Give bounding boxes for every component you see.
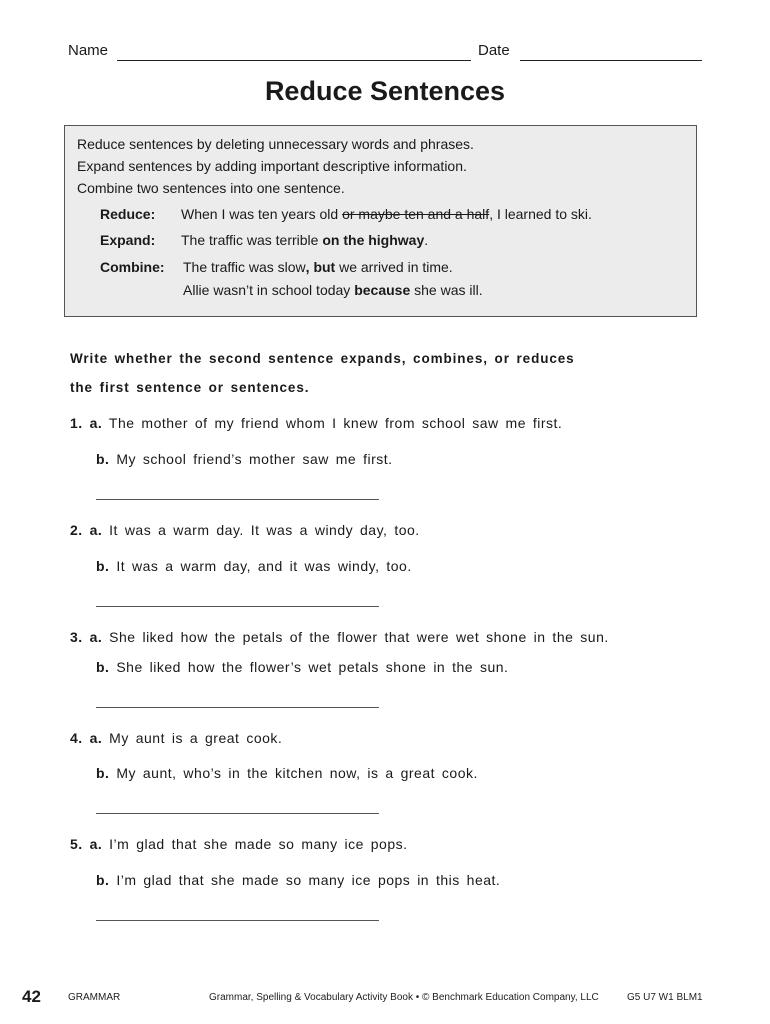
sentence-label: b. bbox=[96, 451, 110, 467]
footer-section: GRAMMAR bbox=[68, 992, 121, 1003]
sentence-label: a. bbox=[89, 836, 103, 852]
combine-example-1-text: The traffic was slow bbox=[183, 259, 306, 275]
item-number: 1. bbox=[70, 415, 83, 431]
answer-line-4[interactable] bbox=[96, 813, 379, 814]
rule-reduce: Reduce sentences by deleting unnecessary words and phrases. bbox=[77, 136, 474, 152]
sentence-label: a. bbox=[89, 629, 103, 645]
item-1-a bbox=[70, 415, 562, 431]
sentence-text: She liked how the flower’s wet petals shone in the sun. bbox=[116, 659, 509, 675]
conjunction-but: , but bbox=[305, 259, 336, 275]
reduce-example-text: When I was ten years old bbox=[181, 206, 343, 222]
item-4-b bbox=[96, 765, 478, 781]
combine-example-2-end: she was ill. bbox=[410, 282, 483, 298]
combine-example-1-end: we arrived in time. bbox=[335, 259, 453, 275]
answer-line-3[interactable] bbox=[96, 707, 379, 708]
item-3-a bbox=[70, 629, 609, 645]
instruction-box bbox=[64, 125, 697, 317]
item-4-a bbox=[70, 730, 282, 746]
sentence-text: The mother of my friend whom I knew from school saw me first. bbox=[108, 415, 563, 431]
added-phrase: on the highway bbox=[322, 232, 425, 248]
date-label: Date bbox=[478, 42, 510, 59]
item-number: 3. bbox=[70, 629, 83, 645]
sentence-text: My aunt, who’s in the kitchen now, is a great cook. bbox=[116, 765, 478, 781]
sentence-text: My aunt is a great cook. bbox=[109, 730, 283, 746]
name-date-header bbox=[68, 42, 702, 64]
expand-example-text: The traffic was terrible bbox=[181, 232, 323, 248]
combine-example-1 bbox=[183, 259, 453, 275]
page-number: 42 bbox=[22, 987, 41, 1006]
answer-line-2[interactable] bbox=[96, 606, 379, 607]
item-2-a bbox=[70, 522, 420, 538]
item-number: 2. bbox=[70, 522, 83, 538]
combine-label: Combine: bbox=[100, 259, 165, 275]
footer-code: G5 U7 W1 BLM1 bbox=[627, 992, 703, 1003]
sentence-label: b. bbox=[96, 765, 110, 781]
reduce-example-end: , I learned to ski. bbox=[489, 206, 592, 222]
name-line[interactable] bbox=[117, 60, 471, 61]
sentence-text: I’m glad that she made so many ice pops in this heat. bbox=[116, 872, 501, 888]
answer-line-5[interactable] bbox=[96, 920, 379, 921]
answer-line-1[interactable] bbox=[96, 499, 379, 500]
instructions-line-1: Write whether the second sentence expands, combines, or reduces bbox=[70, 351, 575, 366]
item-number: 4. bbox=[70, 730, 83, 746]
reduce-label: Reduce: bbox=[100, 206, 156, 222]
reduce-example bbox=[181, 206, 592, 222]
combine-example-2-text: Allie wasn’t in school today bbox=[183, 282, 355, 298]
instructions-line-2: the first sentence or sentences. bbox=[70, 380, 310, 395]
conjunction-because: because bbox=[354, 282, 411, 298]
item-number: 5. bbox=[70, 836, 83, 852]
sentence-label: a. bbox=[89, 730, 103, 746]
sentence-text: It was a warm day. It was a windy day, too. bbox=[109, 522, 420, 538]
item-5-b bbox=[96, 872, 500, 888]
item-5-a bbox=[70, 836, 408, 852]
item-1-b bbox=[96, 451, 393, 467]
expand-example bbox=[181, 232, 428, 248]
sentence-label: a. bbox=[89, 415, 103, 431]
sentence-label: b. bbox=[96, 558, 110, 574]
sentence-label: a. bbox=[89, 522, 103, 538]
sentence-text: I’m glad that she made so many ice pops. bbox=[109, 836, 408, 852]
sentence-text: It was a warm day, and it was windy, too. bbox=[116, 558, 412, 574]
combine-example-2 bbox=[183, 282, 483, 298]
date-line[interactable] bbox=[520, 60, 702, 61]
rule-expand: Expand sentences by adding important descriptive information. bbox=[77, 158, 467, 174]
item-2-b bbox=[96, 558, 412, 574]
sentence-text: She liked how the petals of the flower that were wet shone in the sun. bbox=[109, 629, 609, 645]
expand-example-end: . bbox=[424, 232, 429, 248]
rule-combine: Combine two sentences into one sentence. bbox=[77, 180, 345, 196]
page-footer bbox=[0, 987, 770, 1007]
name-label: Name bbox=[68, 42, 109, 59]
page-title: Reduce Sentences bbox=[264, 76, 506, 106]
footer-book-credit: Grammar, Spelling & Vocabulary Activity Book • © Benchmark Education Company, LLC bbox=[209, 992, 599, 1003]
sentence-label: b. bbox=[96, 659, 110, 675]
expand-label: Expand: bbox=[100, 232, 156, 248]
sentence-label: b. bbox=[96, 872, 110, 888]
struck-phrase: or maybe ten and a half bbox=[342, 206, 490, 222]
sentence-text: My school friend’s mother saw me first. bbox=[116, 451, 393, 467]
item-3-b bbox=[96, 659, 508, 675]
